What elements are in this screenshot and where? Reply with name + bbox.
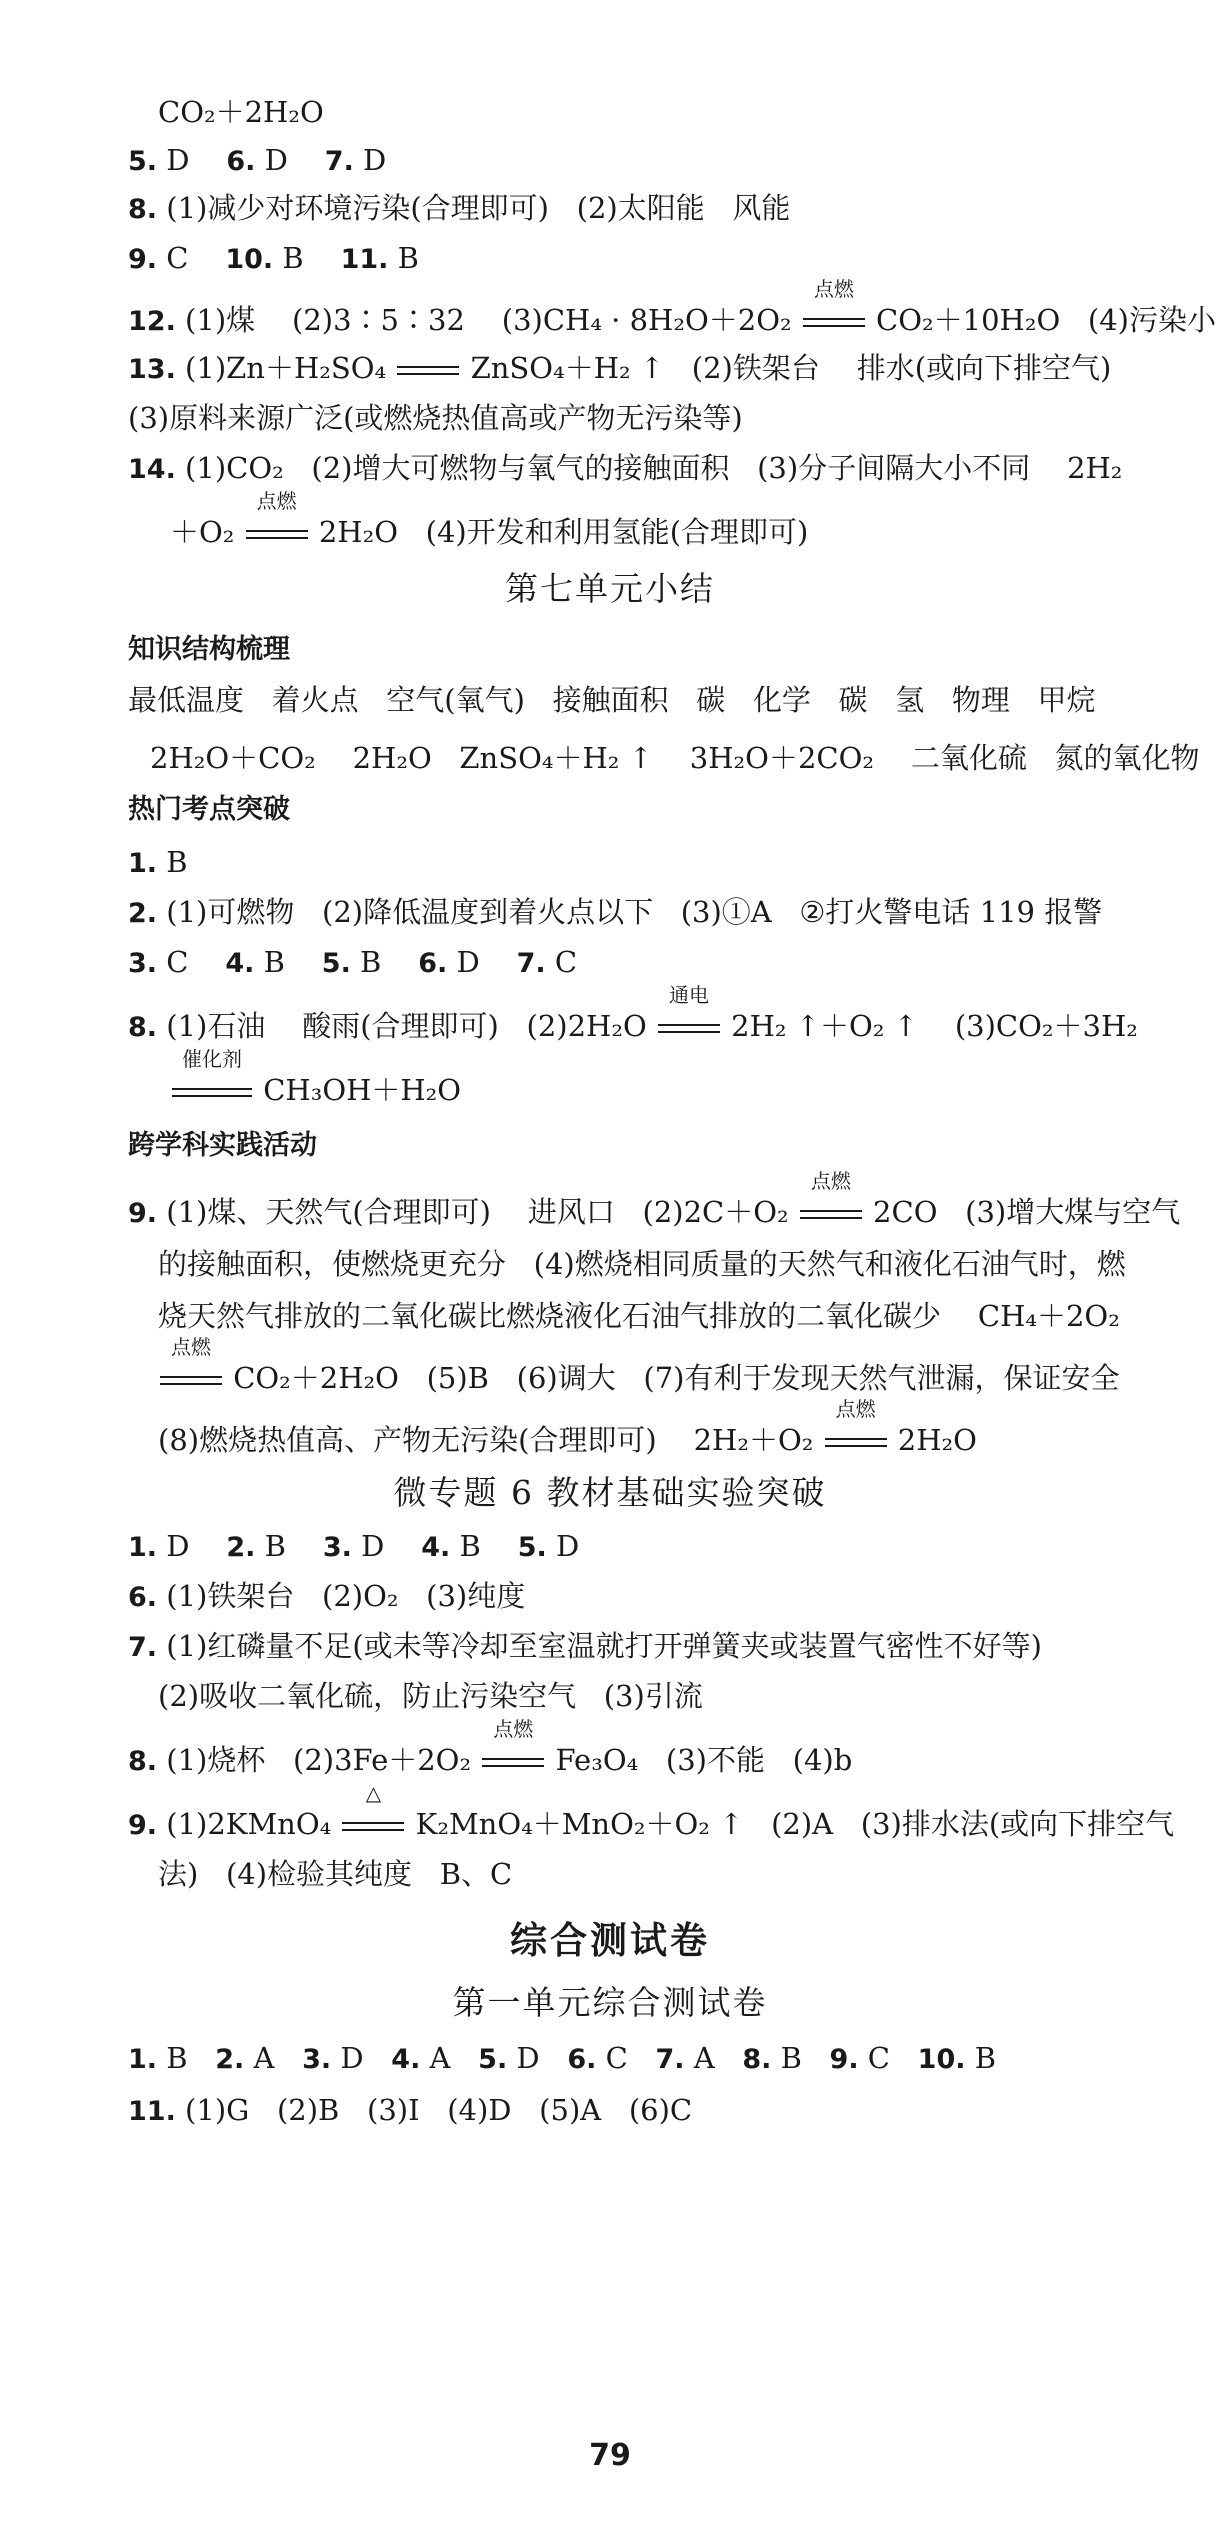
page-number: 79 [589,2438,631,2473]
heading-knowledge-structure: 知识结构梳理 [128,634,290,665]
reaction-condition-ignite: 点燃 [823,1420,889,1460]
reaction-condition-ignite: 点燃 [801,300,867,340]
reaction-equals-sign [395,348,461,388]
reaction-condition-ignite: 点燃 [158,1358,224,1398]
answer-page: CO₂＋2H₂O 5. D 6. D 7. D 8. (1)减少对环境污染(合理即可) (2)太阳能 风能 9. C 10. B 11. B 12. (1)煤 (2)3∶5∶32 (3)CH₄ · 8H₂O＋2O₂ 点燃 CO₂＋10H₂O (4)污染小 13. (1)Zn＋H₂SO₄ ZnSO₄＋H₂ ↑ (2)铁架台 排水(或向下排空气) (3)原料来源广泛(或燃烧热值高或产物无污染等) 14. (1)CO₂ (2)增大可燃物与氧气的接触面积 (3)分子间隔大小不同 2H₂ ＋O₂ 点燃 2H₂O (4)开发和利用氢能(合理即可) 第七单元小结 知识结构梳理 最低温度 着火点 空气(氧气) 接触面积 碳 化学 碳 氢 物理 甲烷 2H₂O＋CO₂ 2H₂O ZnSO₄＋H₂ ↑ 3H₂O＋2CO₂ 二氧化硫 氮的氧化物 热门考点突破 1. B 2. (1)可燃物 (2)降低温度到着火点以下 (3)①A ②打火警电话 119 报警 3. C 4. B 5. B 6. D 7. C 8. (1)石油 酸雨(合理即可) (2)2H₂O 通电 2H₂ ↑＋O₂ ↑ (3)CO₂＋3H₂ 催化剂 CH₃OH＋H₂O 跨学科实践活动 9. (1)煤、天然气(合理即可) 进风口 (2)2C＋O₂ 点燃 2CO (3)增大煤与空气 的接触面积，使燃烧更充分 (4)燃烧相同质量的天然气和液化石油气时，燃 烧天然气排放的二氧化碳比燃烧液化石油气排放的二氧化碳少 CH₄＋2O₂ 点燃 CO₂＋2H₂O (5)B (6)调大 (7)有利于发现天然气泄漏，保证安全 (8)燃烧热值高、产物无污染(合理即可) 2H₂＋O₂ 点燃 2H₂O 微专题 6 教材基础实验突破 1. D 2. B 3. D 4. B 5. D 6. (1)铁架台 (2)O₂ (3)纯度 7. (1)红磷量不足(或未等冷却至室温就打开弹簧夹或装置气密性不好等) (2)吸收二氧化硫，防止污染空气 (3)引流 8. (1)烧杯 (2)3Fe＋2O₂ 点燃 Fe₃O₄ (3)不能 (4)b 9. (1)2KMnO₄ △ K₂MnO₄＋MnO₂＋O₂ ↑ (2)A (3)排水法(或向下排空气 法) (4)检验其纯度 B、C 综合测试卷 第一单元综合测试卷 1. B 2. A 3. D 4. A 5. D 6. C 7. A 8. B 9. C 10. B 11. (1)G (2)B (3)I (4)D (5)A (6)C 79 [0,0,1220,2526]
reaction-condition-heat: △ [340,1804,406,1844]
reaction-condition-ignite: 点燃 [480,1740,546,1780]
heading-hot-topics: 热门考点突破 [128,794,290,825]
reaction-condition-ignite: 点燃 [798,1192,864,1232]
reaction-condition-catalyst: 催化剂 [170,1070,254,1110]
section-title-micro-topic-6: 微专题 6 教材基础实验突破 [393,1473,827,1512]
section-title-unit7-summary: 第七单元小结 [505,569,715,608]
reaction-condition-electrolysis: 通电 [656,1006,722,1046]
section-title-comprehensive-tests: 综合测试卷 [510,1919,710,1962]
heading-interdisciplinary: 跨学科实践活动 [128,1130,317,1161]
section-title-unit1-test: 第一单元综合测试卷 [452,1983,768,2022]
reaction-condition-ignite: 点燃 [244,512,310,552]
